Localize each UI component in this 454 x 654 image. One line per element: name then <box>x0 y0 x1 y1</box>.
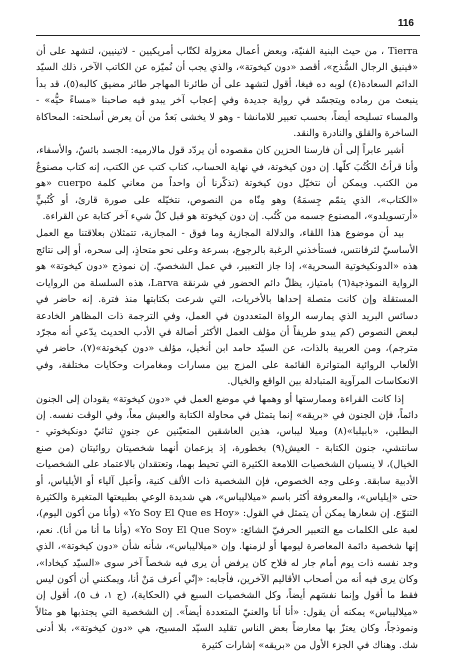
page-number: 116 <box>397 18 414 29</box>
main-text <box>36 44 419 651</box>
paragraph-1: Tierra ، من حيث البنية الفنيّة، وبعض أعمال معزولة لكتّاب أمريكيين - لاتينيين، لتشهد على أن «فينيق الرجال السُّذج»، أقصد «دون كيخوتة»، والذي يجب أن نُميّزه عن الكاتب الآخر، ذلك السيّد الدائم السعادة(٤) لوبه ده فيغا، أقول لتشهد على أن طائرنا المهاجر طائر مضيق كالبه(٥)، قد بدأ ينبعث من رماده ويتجسّد في رواية جديدة وفي إعجاب آخر يبدو فيه صاحبنا «مساءً حيُّه» - والمساء تسليحه أيضاً، بحسب تعبير للامانشا - وهو لا يخشى بَعدُ من أن يعرض أسلحته: المحاكاة الساخرة والقلق والنادرة والنقد. <box>36 46 418 140</box>
paragraph-4: إذا كانت القراءة وممارستها أو وهمها في موضع العمل في «دون كيخوتة» يقودان إلى الجنون دائماً، فإن الجنون في «بريقه» إنما يتمثل في محاولة الكتابة والعيش معاً، وفي الوقت نفسه. إن البطلين، «بابيلبا»(٨) وميلا ليباس، هذين العاشقين المتعيّنين عن جنونٍ ثنائيّ دونكيخوتي - سانتشي، جنون الكتابة - العيش(٩) بخطورة، إذ يزعمان أنهما شخصيتان روائيتان (من صنع الخيال)، لا ينسيان الشخصيات اللامعة الكثيرة التي تحيط بهما، وتعتقدان بالاعتماد على الشخصيات الأدبية سابقة. وعلى وجه الخصوص، فإن الشخصية ذات الألف كنية، وأعيل آلياء أو الأيلياس، أو حتى «إيلياس»، والمعروفة أكثر باسم «ميلاليباس»، هي شديدة الوعي بطبيعتها المتغيرة والكثيرة التنوّع. إن شعارها يمكن أن يتمثل في القول: «Yo Soy El Que es Hoy» (وأنا من أكون اليوم)، لعبة على الكلمات مع التعبير الحرفيّ الشائع: «Yo Soy El Que Soy» (وأنا ما أنا من أنا). نعم، إنها شخصية دائمة المعاصرة ليومها أو لزمنها. وإن «ميلاليباس»، شأنه شأن «دون كيخوتة»، الذي وجد نفسه ذات يوم أمام جار له فلاح كان يرفض أن يرى فيه شخصاً آخر سوى «السيّد كيخادا»، وكان يرى فيه أنه من أصحاب الأقاليم الآخرين، فأجابه: «إنّي أعرف مَنْ أنا، ويمكنني أن أكون ليس فقط ما أقول وإنما نفسَهم أيضاً، وكل الشخصيات السبع في (الحكاية)، (ج ١، ف ٥)، أقول إن «ميلاليباس» يمكنه أن يقول: «أنا أنا والعنيّ المتعددة أيضاً». إن الشخصية التي يجتذبها هو مثالاً ونموذجاً، وكان يعتزّ بها معارضاً بعض الناس تقليد السيّد المسيح، هي «دون كيخوتة»، بلا أدنى شك. وهناك في الجزء الأول من «بريقه» إشارات كثيرة <box>36 393 419 651</box>
header-rule <box>36 35 420 36</box>
paragraph-2: أشير عابراً إلى أن فارسنا الحزين كان مقصوده أن يردّد قول مالارميه: الجسد بائسٌ، والأسفاء، وأنا قرأتُ الكُتُبَ كلّها. إن دون كيخوتة، في نهاية الحساب، كتاب كتب عن الكتب، إنه كتاب مصنوعٌ من الكتب. ويمكن أن نتخيّل دون كيخوتة (تذكّرنا أن واحداً من معاني كلمة cuerpo «هو «الكتاب»، الذي يتمّم جِسمَهُ) وهو مِنّاه من النصوص، نتخيّله على صورة قارئ، أو كُتُبيٍّ «أرتسويلدو»، المصنوع جسمه من كُتُب. إن دون كيخوتة هو قبل كلّ شيء آخر كتابة عن القراءة. <box>36 145 418 223</box>
paragraph-3: بيد أن موضوع هذا اللقاء، والدلالة المجازية وما فوق - المجازية، تتمثلان بعلاقتنا مع العمل الأساسيّ لثرفانتس، فستأخذني الرغبة بالرجوع، بسرعة وعلى نحو متحاذٍ، إلى سحره، أو إلى نتائج هذه «الدونكيخوتية السحرية»، إذا جاز التعبير، في عمل الشخصيّ. إن نموذج «دون كيخوتة» هو الرواية النموذجية(٦) بامتياز، يظلّ دائم الحضور في شرنقة Larva، هذه السلسلة من الروايات المستقلة وإن كانت متصلة إحداها بالأخريات، التي شرعت بكتابتها منذ فترة. إنه حاضر في دسائس البريد الذي يمارسه الرواة المتعددون في العمل، وفي الترجمة ذات المظاهر الخادعة لبعض النصوص (كم يبدو طريفاً أن مؤلف العمل الأكثر أصالة في الأدب الحديث يدّعي أنه مجرّد مترجم)، ومن العربية بالذات، عن السيّد حامد ابن أنخيل، مؤلف «دون كيخوتة»(٧)، حاضر في الألعاب الروائية المتواترة القائمة على المزج بين مسارات ومغامرات وحكايات مختلفة، وفي الانعكاسات المرآوية المتبادلة بين الواقع والخيال. <box>36 228 419 388</box>
